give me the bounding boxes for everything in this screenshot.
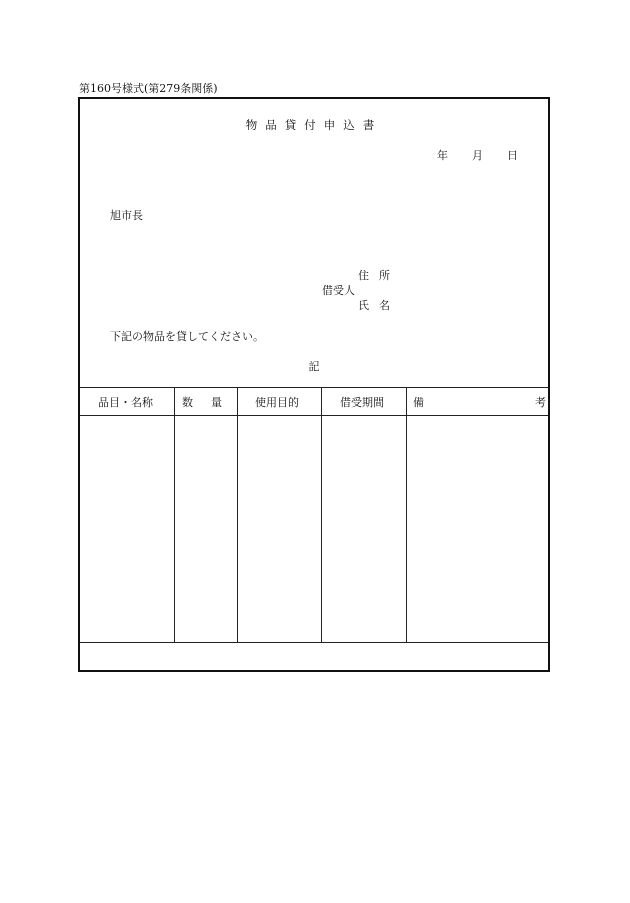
header-purpose: 使用目的 xyxy=(255,396,299,409)
date-month-label: 月 xyxy=(472,149,483,162)
header-remarks-b: 考 xyxy=(535,396,546,409)
column-divider xyxy=(237,387,238,642)
form-number-label: 第160号様式(第279条関係) xyxy=(79,82,218,95)
column-divider xyxy=(321,387,322,642)
column-divider xyxy=(406,387,407,642)
borrower-label: 借受人 xyxy=(322,284,355,297)
request-text: 下記の物品を貸してください。 xyxy=(110,330,264,343)
addressee: 旭市長 xyxy=(110,209,143,222)
applicant-block xyxy=(322,267,498,317)
date-line xyxy=(437,147,518,163)
table-bottom-border xyxy=(80,642,548,643)
form-title: 物品貸付申込書 xyxy=(245,118,383,132)
date-day-label: 日 xyxy=(507,149,518,162)
column-divider xyxy=(174,387,175,642)
table-header-border xyxy=(80,415,548,416)
application-form-frame xyxy=(78,97,550,672)
ki-mark: 記 xyxy=(308,360,320,373)
date-year-label: 年 xyxy=(437,149,448,162)
header-remarks-a: 備 xyxy=(413,396,424,409)
name-label: 氏名 xyxy=(358,299,400,312)
header-period: 借受期間 xyxy=(340,396,384,409)
table-top-border xyxy=(80,387,548,388)
header-item-name: 品目・名称 xyxy=(98,396,153,409)
header-quantity: 数量 xyxy=(182,396,240,409)
address-label: 住所 xyxy=(358,269,400,282)
